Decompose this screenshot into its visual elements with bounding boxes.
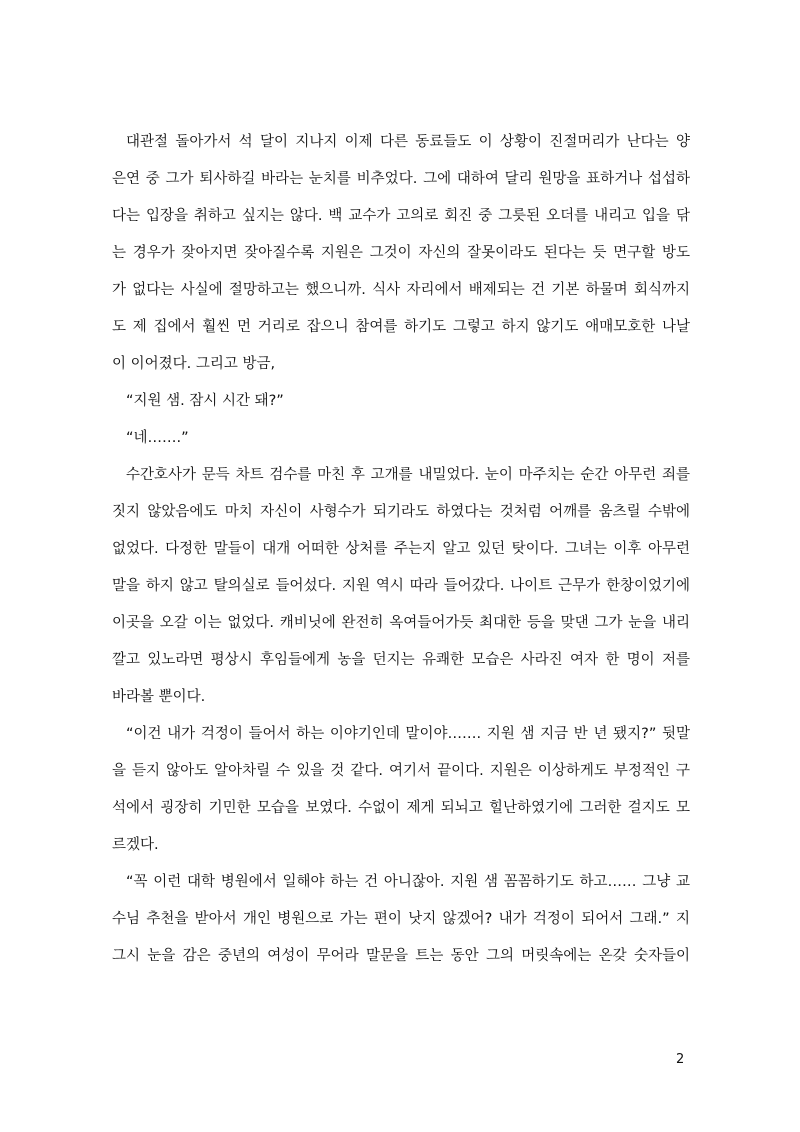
page-number: 2 bbox=[676, 1052, 685, 1067]
text-line: 대관절 돌아가서 석 달이 지나지 이제 다른 동료들도 이 상황이 진절머리가 난다는 양 bbox=[126, 134, 690, 150]
text-line: 가 없다는 사실에 절망하고는 했으니까. 식사 자리에서 배제되는 건 기본 하물며 회식까지 bbox=[112, 282, 690, 298]
body-text bbox=[112, 124, 690, 975]
text-line: 말을 하지 않고 탈의실로 들어섰다. 지원 역시 따라 들어갔다. 나이트 근무가 한창이었기에 bbox=[112, 578, 690, 594]
text-line: 도 제 집에서 훨씬 먼 거리로 잡으니 참여를 하기도 그렇고 하지 않기도 애매모호한 나날 bbox=[112, 319, 690, 335]
text-line: 바라볼 뿐이다. bbox=[112, 689, 206, 705]
text-line: 수님 추천을 받아서 개인 병원으로 가는 편이 낫지 않겠어? 내가 걱정이 되어서 그래.” 지 bbox=[112, 911, 690, 927]
text-line: 없었다. 다정한 말들이 대개 어떠한 상처를 주는지 알고 있던 탓이다. 그녀는 이후 아무런 bbox=[112, 541, 690, 557]
text-line: 그시 눈을 감은 중년의 여성이 무어라 말문을 트는 동안 그의 머릿속에는 온갖 숫자들이 bbox=[112, 948, 690, 964]
dialogue-line: “지원 샘. 잠시 시간 돼?” bbox=[126, 393, 284, 409]
dialogue-line: “이건 내가 걱정이 들어서 하는 이야기인데 말이야……. 지원 샘 지금 반 년 됐지?” 뒷말 bbox=[126, 726, 690, 742]
text-line: 은연 중 그가 퇴사하길 바라는 눈치를 비추었다. 그에 대하여 달리 원망을 표하거나 섭섭하 bbox=[112, 171, 690, 187]
text-line: 는 경우가 잦아지면 잦아질수록 지원은 그것이 자신의 잘못이라도 된다는 듯 면구할 방도 bbox=[112, 245, 690, 261]
dialogue-line: “네…….” bbox=[126, 430, 189, 446]
text-line: 이 이어졌다. 그리고 방금, bbox=[112, 356, 276, 372]
text-line: 을 듣지 않아도 알아차릴 수 있을 것 같다. 여기서 끝이다. 지원은 이상하게도 부정적인 구 bbox=[112, 763, 690, 779]
text-line: 수간호사가 문득 차트 검수를 마친 후 고개를 내밀었다. 눈이 마주치는 순간 아무런 죄를 bbox=[126, 467, 690, 483]
text-line: 깔고 있노라면 평상시 후임들에게 농을 던지는 유쾌한 모습은 사라진 여자 한 명이 저를 bbox=[112, 652, 690, 668]
dialogue-line: “꼭 이런 대학 병원에서 일해야 하는 건 아니잖아. 지원 샘 꼼꼼하기도 하고…… 그냥 교 bbox=[126, 874, 690, 890]
text-line: 석에서 굉장히 기민한 모습을 보였다. 수없이 제게 되뇌고 힐난하였기에 그러한 걸지도 모 bbox=[112, 800, 690, 816]
text-line: 이곳을 오갈 이는 없었다. 캐비닛에 완전히 옥여들어가듯 최대한 등을 맞댄 그가 눈을 내리 bbox=[112, 615, 690, 631]
text-line: 짓지 않았음에도 마치 자신이 사형수가 되기라도 하였다는 것처럼 어깨를 움츠릴 수밖에 bbox=[112, 504, 690, 520]
text-line: 다는 입장을 취하고 싶지는 않다. 백 교수가 고의로 회진 중 그릇된 오더를 내리고 입을 닦 bbox=[112, 208, 690, 224]
text-line: 르겠다. bbox=[112, 837, 159, 853]
